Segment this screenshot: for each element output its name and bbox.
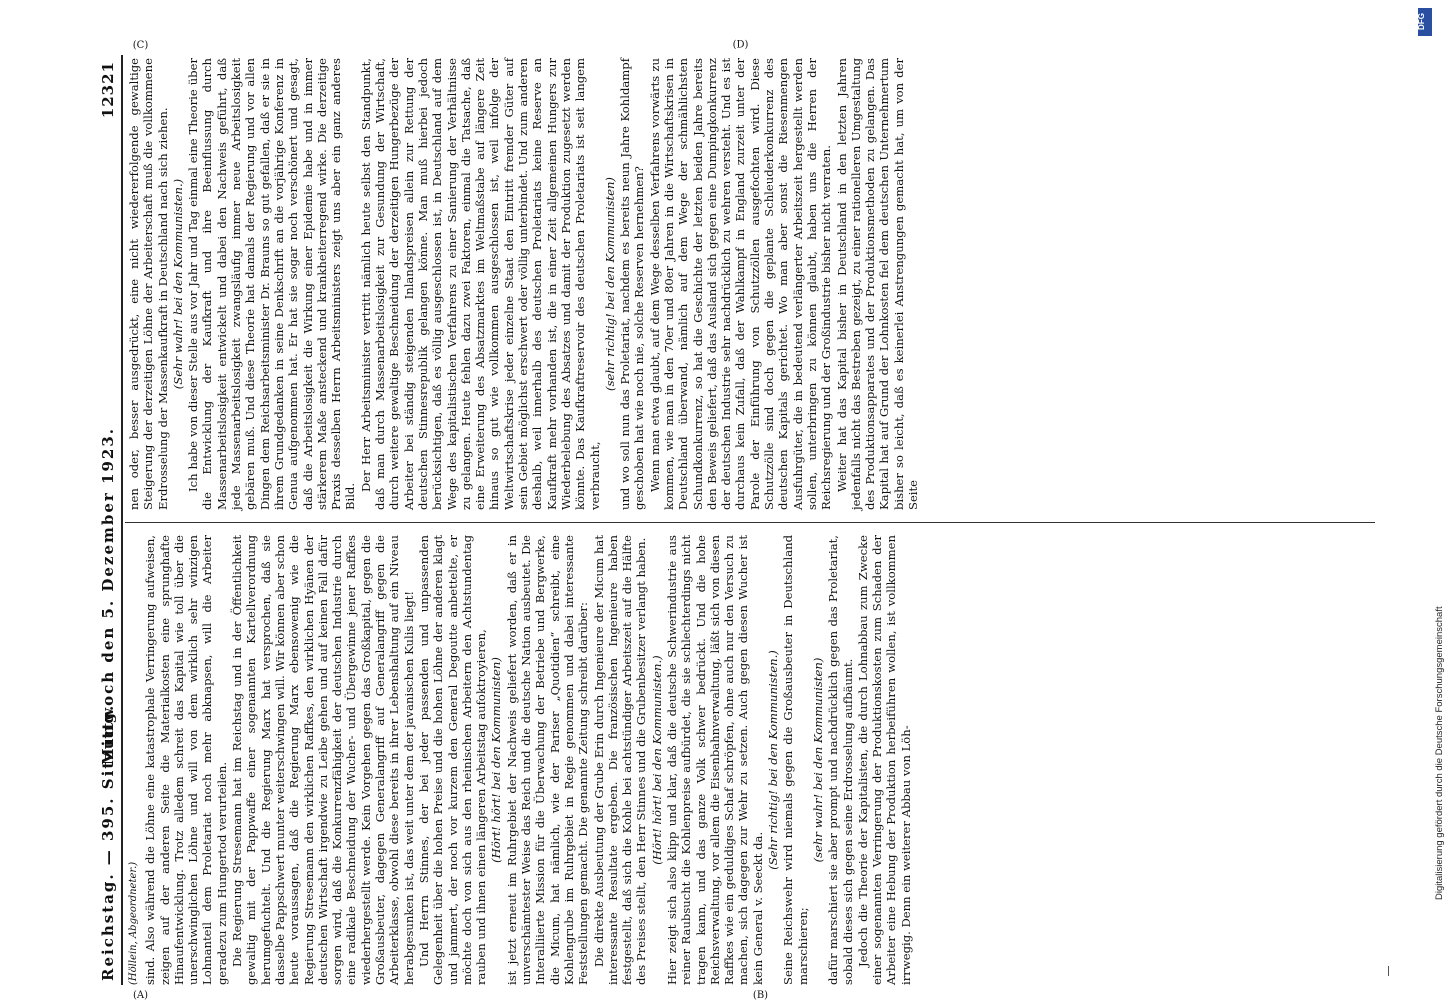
- paragraph: und wo soll nun das Proletariat, nachdem es bereits neun Jahre Kohldampf geschoben hat wie noch nie, solche Reserven hernehmen?: [618, 58, 647, 510]
- digitization-credit: Digitalisierung gefördert durch die Deutsche Forschungsgemeinschaft: [1434, 606, 1445, 900]
- paragraph: Jedoch die Theorie der Kapitalisten, die durch Lohnabbau zum Zwecke einer sogenannten Verringerung der Produktionskosten zum Schaden der Arbeiter eine Hebung der Produktion herbeiführen wollen, ist vollkommen irrwegig. Denn ein weiterer Abbau von Löh-: [855, 535, 913, 985]
- column-divider: [125, 522, 1375, 523]
- page-number: 12321: [99, 61, 117, 119]
- left-column: [127, 535, 1377, 985]
- paragraph: Wenn man etwa glaubt, auf dem Wege desselben Verfahrens vorwärts zu kommen, wie man in den 70er und 80er Jahren in die Wirtschaftskrisen in Deutschland überwand, nämlich auf dem Wege der schmählichsten Schundkonkurrenz, so hat die Geschichte der letzten beiden Jahre bereits den Beweis geliefert, daß das Ausland sich gegen eine Dumpingkonkurrenz der deutschen Industrie sehr nachdrücklich zu wehren versteht. Und es ist durchaus kein Zufall, daß der Wahlkampf in England zurzeit unter der Parole der Einführung von Schutzzöllen ausgefochten wird. Diese Schutzzölle sind doch gegen die geplante Schleuderkonkurrenz des deutschen Kapitals gerichtet. Wo man aber sonst die Riesenmengen Ausfuhrgüter, die in bedeutend verlängerter Arbeitszeit hergestellt werden sollen, unterbringen zu können glaubt, haben uns die Herren der Reichsregierung und der Großindustrie bisher nicht verraten.: [647, 58, 834, 510]
- page-header: [95, 55, 121, 985]
- paragraph: Seine Reichswehr wird niemals gegen die Großausbeuter in Deutschland marschieren;: [781, 535, 810, 985]
- header-date: Mittwoch den 5. Dezember 1923.: [99, 427, 117, 765]
- paragraph: dafür marschiert sie aber prompt und nachdrücklich gegen das Proletariat, sobald dieses sich gegen seine Erdrosselung aufbäumt.: [826, 535, 855, 985]
- dfg-logo: DFG: [1418, 8, 1432, 36]
- paragraph: ist jetzt erneut im Ruhrgebiet der Nachweis geliefert worden, daß er in unverschämtester Weise das Reich und die deutsche Nation ausbeutet. Die Interalliierte Mission für die Überwachung der Betriebe und Bergwerke, die Micum, hat nämlich, wie der Pariser „Quotidien“ schreibt, eine Kohlengrube im Ruhrgebiet in Regie genommen und dabei interessante Feststellungen gemacht. Die genannte Zeitung schreibt darüber:: [504, 535, 591, 985]
- margin-marker-d: (D): [732, 39, 749, 51]
- interjection: (Hört! hört! bei den Kommunisten): [489, 657, 504, 863]
- paragraph: Weiter hat das Kapital bisher in Deutschland in den letzten Jahren jedenfalls nicht das Bestreben gezeigt, zu einer rationelleren Umgestaltung des Produktionsapparates und der Produktionsmethoden zu gelangen. Das Kapital hat auf Grund der Lohnkosten fiel dem deutschen Unternehmertum bisher so leicht, daß es keinerlei Anstrengungen gemacht hat, um von der Seite: [834, 58, 921, 510]
- header-rule: [121, 55, 123, 985]
- margin-marker-c: (C): [132, 39, 149, 51]
- header-session: Reichstag. — 395. Sitzung.: [99, 703, 117, 981]
- interjection: (Sehr wahr! bei den Kommunisten.): [170, 178, 185, 390]
- edge-mark: [1388, 966, 1389, 976]
- paragraph: Und Herrn Stinnes, der bei jeder passenden und unpassenden Gelegenheit über die hohen Preise und die hohen Löhne der anderen klagt und jammert, der noch vor kurzem den General Degoutte anbettelte, er möchte doch von sich aus den rheinischen Arbeitern den Achtstundentag rauben und ihnen einen längeren Arbeitstag aufoktroyieren,: [416, 535, 489, 985]
- quotation: Die direkte Ausbeutung der Grube Erin durch Ingenieure der Micum hat interessante Resultate ergeben. Die französischen Ingenieure haben festgestellt, daß sich die Kohle bei achtstündiger Arbeitszeit auf die Hälfte des Preises stellt, den Herr Stinnes und die Grubenbesitzer verlangt haben.: [591, 535, 649, 985]
- interjection: (Hört! hört! bei den Kommunisten.): [649, 655, 664, 865]
- paragraph: nen oder, besser ausgedrückt, eine nicht wiedererfolgende gewaltige Steigerung der derzeitigen Löhne der Arbeiterschaft muß die vollkommene Erdrosselung der Massenkaufkraft in Deutschland nach sich ziehen.: [127, 58, 170, 510]
- speaker-note: (Höllein, Abgeordneter.): [128, 861, 139, 985]
- paragraph: Der Herr Arbeitsminister vertritt nämlich heute selbst den Standpunkt, daß man durch Massenarbeitslosigkeit zur Gesundung der Wirtschaft, durch weitere gewaltige Beschneidung der derzeitigen Hungerbezüge der Arbeiter bei ständig steigenden Inlandspreisen allein zur Rettung der deutschen Stinnesrepublik gelangen könne. Man muß hierbei jedoch berücksichtigen, daß es völlig ausgeschlossen ist, in Deutschland auf dem Wege des kapitalistischen Verfahrens zu einer Sanierung der Verhältnisse zu gelangen. Heute fehlen dazu zwei Faktoren, einmal die Tatsache, daß eine Erweiterung des Absatzmarktes im Weltmaßstabe auf längere Zeit hinaus so gut wie vollkommen ausgeschlossen ist, weil infolge der Weltwirtschaftskrise jeder einzelne Staat den Eintritt fremder Güter auf sein Gebiet möglichst erschwert oder völlig unterbindet. Und zum anderen deshalb, weil innerhalb des deutschen Proletariats keine Reserve an Kaufkraft mehr vorhanden ist, die in einer Zeit allgemeinen Hungers zur Wiederbelebung des Absatzes und damit der Produktion zugesetzt werden könnte. Das Kaufkraftreservoir des deutschen Proletariats ist seit langem verbraucht,: [358, 58, 602, 510]
- paragraph: Hier zeigt sich also klipp und klar, daß die deutsche Schwerindustrie aus reiner Raubsucht die Kohlenpreise aufbürdet, die sie schlechterdings nicht tragen kann, und das ganze Volk schwer bedrückt. Und die hohe Reichsverwaltung, vor allem die Eisenbahnverwaltung, läßt sich von diesen Raffkes wie ein geduldiges Schaf schröpfen, ohne auch nur den Versuch zu machen, sich dagegen zur Wehr zu setzen. Auch gegen diesen Wucher ist kein General v. Seeckt da.: [664, 535, 765, 985]
- paragraph: sind. Also während die Löhne eine katastrophale Verringerung aufweisen, zeigen auf der anderen Seite die Materialkosten eine sprunghafte Hinaufentwicklung. Trotz alledem schreit das Kapital wie toll über die unerschwinglichen Löhne und will von dem wirklich sehr winzigen Lohnanteil dem Proletariat noch mehr abknapsen, will die Arbeiter geradezu zum Hungertod verurteilen.: [143, 535, 229, 985]
- interjection: (sehr wahr! bei den Kommunisten): [810, 657, 825, 863]
- rotated-page-content: [95, 39, 1385, 1001]
- interjection: (Sehr richtig! bei den Kommunisten.): [766, 650, 781, 870]
- paragraph: Ich habe von dieser Stelle aus vor Jahr und Tag einmal eine Theorie über die Entwicklung der Kaufkraft und ihre Beeinflussung durch Massenarbeitslosigkeit entwickelt und dabei den Nachweis geführt, daß jede Massenarbeitslosigkeit zwangsläufig immer neue Arbeitslosigkeit gebären muß. Und diese Theorie hat damals der Regierung und vor allen Dingen dem Reichsarbeitsminister Dr. Brauns so gut gefallen, daß er sie in ihrem Grundgedanken in seine Denkschrift an die vorjährige Konferenz in Genua aufgenommen hat. Er hat sie sogar noch verschönert und gesagt, daß die Arbeitslosigkeit die Wirkung einer Epidemie habe und in immer stärkerem Maße ansteckend und krankheiterregend wirke. Die derzeitige Praxis desselben Herrn Arbeitsministers zeigt uns aber ein ganz anderes Bild.: [186, 58, 358, 510]
- margin-marker-a: (A): [132, 989, 149, 1001]
- right-column: [127, 58, 1377, 510]
- paragraph: Die Regierung Stresemann hat im Reichstag und in der Öffentlichkeit gewaltig mit der Pappwaffe einer sogenannten Kartellverordnung herumgefuchtelt. Und die Regierung Marx hat versprochen, daß sie dasselbe Pappschwert munter weiterschwingen will. Wir können aber schon heute voraussagen, daß die Regierung Marx ebensowenig wie die Regierung Stresemann den wirklichen Raffkes, den wirklichen Hyänen der deutschen Wirtschaft irgendwie zu Leibe gehen und auf keinen Fall dafür sorgen wird, daß die Konkurrenzfähigkeit der deutschen Industrie durch eine radikale Beschneidung der Wucher- und Übergewinne jener Raffkes wiederhergestellt werde. Kein Vorgehen gegen das Großkapital, gegen die Großausbeuter, dagegen Generalangriff auf Generalangriff gegen die Arbeiterklasse, obwohl diese bereits in ihrer Lebenshaltung auf ein Niveau herabgesunken ist, das weit unter dem der javanischen Kulis liegt!: [230, 535, 416, 985]
- margin-marker-b: (B): [752, 989, 769, 1001]
- interjection: (sehr richtig! bei den Kommunisten): [602, 177, 617, 391]
